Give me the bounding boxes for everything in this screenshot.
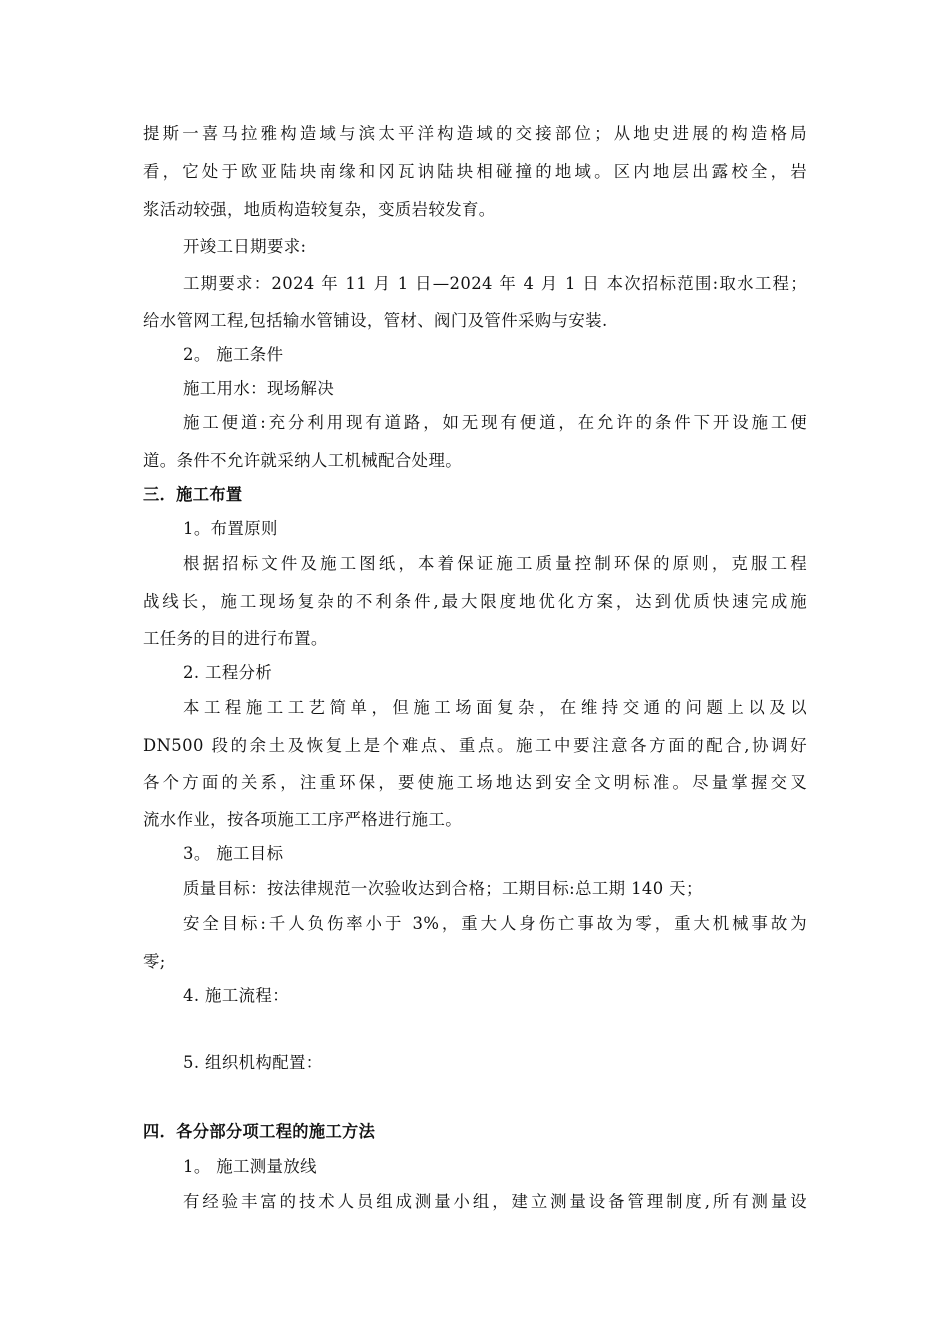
paragraph-line: 安全目标:千人负伤率小于 3%，重大人身伤亡事故为零，重大机械事故为: [183, 914, 807, 933]
subheading-construction-process: 4. 施工流程：: [183, 986, 290, 1005]
paragraph-line: 战线长，施工现场复杂的不利条件,最大限度地优化方案，达到优质快速完成施: [143, 592, 807, 611]
paragraph-line: 零;: [143, 952, 166, 971]
paragraph-line: 流水作业，按各项施工工序严格进行施工。: [143, 810, 463, 829]
section-heading-3: 三．施工布置: [143, 485, 243, 504]
paragraph-line: 提斯一喜马拉雅构造域与滨太平洋构造域的交接部位；从地史进展的构造格局: [143, 124, 807, 143]
section-heading-4: 四．各分部分项工程的施工方法: [143, 1122, 376, 1141]
paragraph-line: 工期要求：2024 年 11 月 1 日—2024 年 4 月 1 日 本次招标范围:取水工程；: [183, 274, 807, 293]
paragraph-line: 本工程施工工艺简单，但施工场面复杂，在维持交通的问题上以及以: [183, 698, 807, 717]
subheading-survey-layout: 1。 施工测量放线: [183, 1157, 317, 1176]
paragraph-line: 道。条件不允许就采纳人工机械配合处理。: [143, 451, 463, 470]
paragraph-line: 给水管网工程,包括输水管铺设，管材、阀门及管件采购与安装.: [143, 311, 608, 330]
paragraph-line: DN500 段的余土及恢复上是个难点、重点。施工中要注意各方面的配合,协调好: [143, 736, 807, 755]
subheading-schedule: 开竣工日期要求:: [183, 237, 307, 256]
subheading-construction-conditions: 2。 施工条件: [183, 345, 284, 364]
paragraph-line: 看，它处于欧亚陆块南缘和冈瓦讷陆块相碰撞的地域。区内地层出露校全，岩: [143, 162, 807, 181]
paragraph-line: 质量目标：按法律规范一次验收达到合格；工期目标:总工期 140 天；: [183, 879, 703, 898]
paragraph-line: 施工便道:充分利用现有道路，如无现有便道，在允许的条件下开设施工便: [183, 413, 807, 432]
paragraph-line: 有经验丰富的技术人员组成测量小组，建立测量设备管理制度,所有测量设: [183, 1192, 807, 1211]
paragraph-line: 施工用水：现场解决: [183, 379, 335, 398]
subheading-layout-principle: 1。布置原则: [183, 519, 278, 538]
subheading-organization: 5. 组织机构配置：: [183, 1053, 323, 1072]
paragraph-line: 浆活动较强，地质构造较复杂，变质岩较发育。: [143, 200, 496, 219]
paragraph-line: 根据招标文件及施工图纸，本着保证施工质量控制环保的原则，克服工程: [183, 554, 807, 573]
subheading-construction-targets: 3。 施工目标: [183, 844, 284, 863]
subheading-project-analysis: 2. 工程分析: [183, 663, 273, 682]
paragraph-line: 工任务的目的进行布置。: [143, 629, 328, 648]
paragraph-line: 各个方面的关系，注重环保，要使施工场地达到安全文明标准。尽量掌握交叉: [143, 773, 807, 792]
